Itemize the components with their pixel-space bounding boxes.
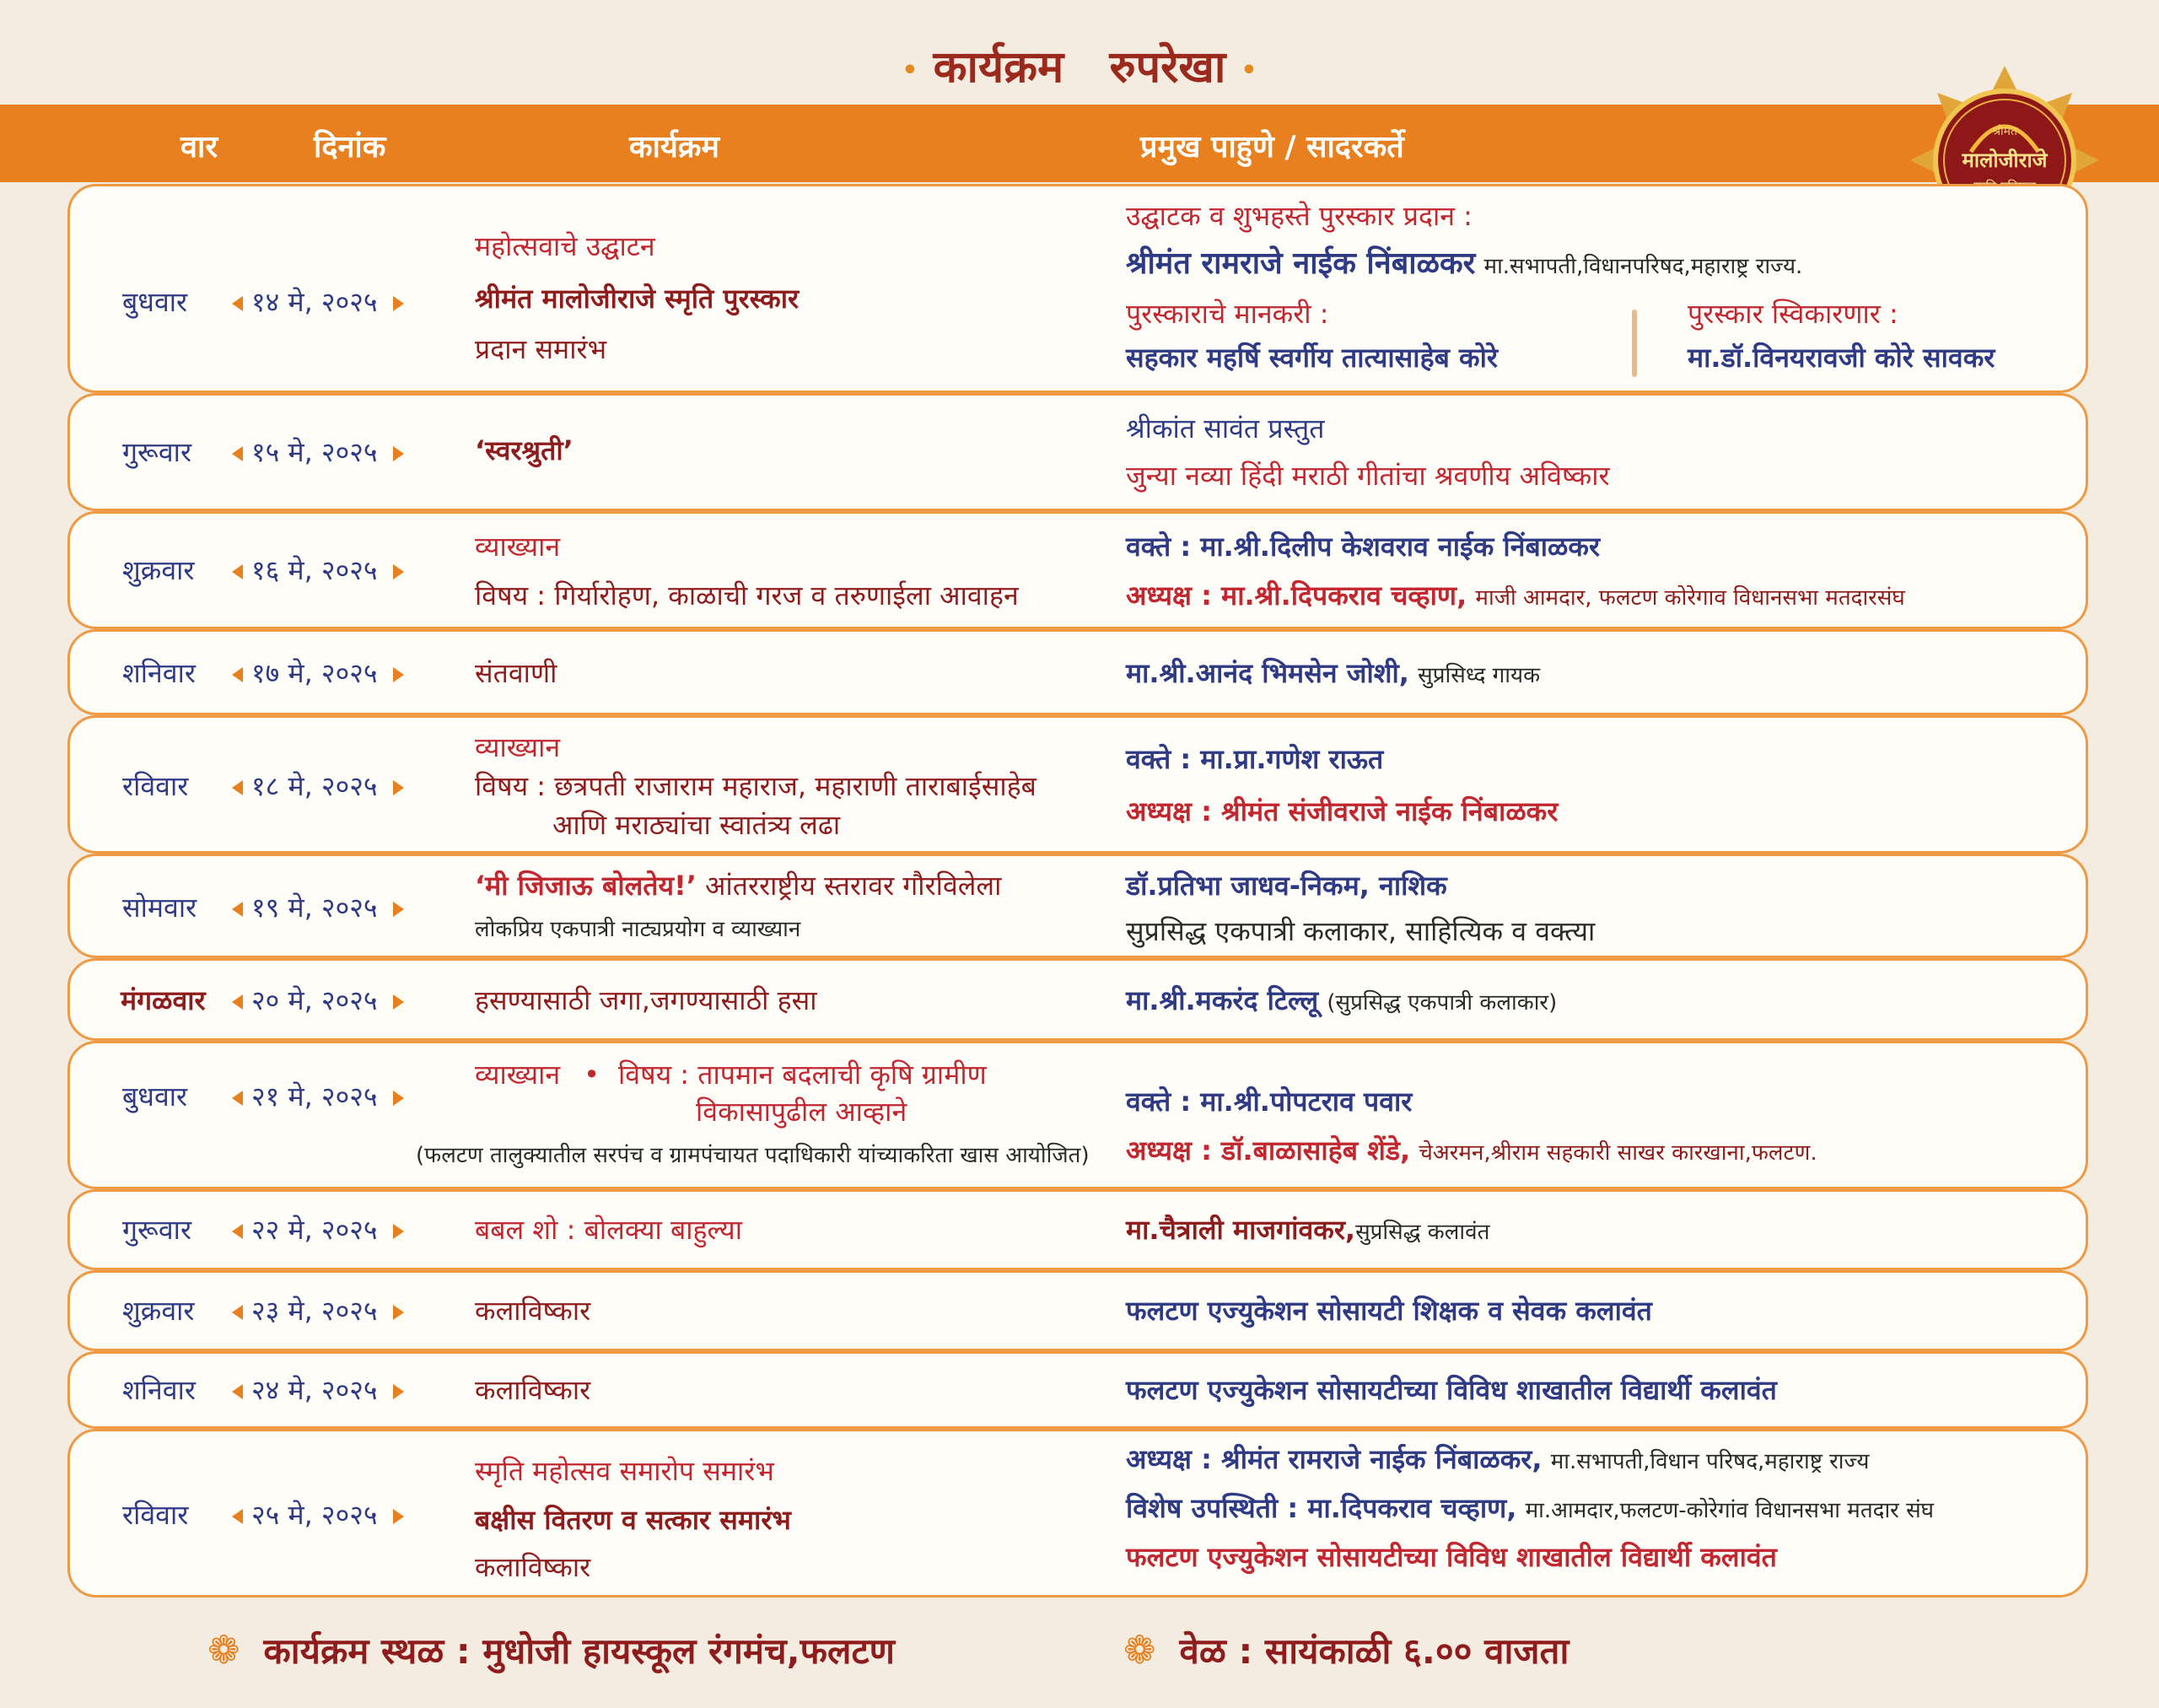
right-triangle-icon	[393, 446, 404, 461]
page-title	[0, 35, 2159, 95]
row-day: शनिवार	[122, 657, 196, 689]
guest-line: सुप्रसिद्ध एकपात्री कलाकार, साहित्यिक व वक्त्या	[1126, 915, 1596, 947]
right-triangle-icon	[393, 1091, 404, 1106]
schedule-row-1	[67, 184, 2088, 393]
guest-line: श्रीमंत रामराजे नाईक निंबाळकर मा.सभापती,विधानपरिषद,महाराष्ट्र राज्य.	[1126, 246, 1803, 281]
guest-line: मा.चैत्राली माजगांवकर,सुप्रसिद्ध कलावंत	[1126, 1214, 1490, 1246]
guest-line: डॉ.प्रतिभा जाधव-निकम, नाशिक	[1126, 870, 1447, 902]
left-triangle-icon	[232, 1509, 243, 1524]
row-date: २१ मे, २०२५	[232, 1080, 404, 1113]
schedule-row-10	[67, 1270, 2088, 1351]
row-date: २० मे, २०२५	[232, 984, 404, 1016]
header-date: दिनांक	[314, 130, 386, 164]
row-day: शुक्रवार	[122, 1295, 195, 1327]
program-line: श्रीमंत मालोजीराजे स्मृति पुरस्कार	[475, 283, 800, 315]
program-line: आणि मराठ्यांचा स्वातंत्र्य लढा	[552, 809, 841, 841]
schedule-row-11	[67, 1351, 2088, 1429]
guest-line: मा.श्री.आनंद भिमसेन जोशी, सुप्रसिध्द गायक	[1126, 657, 1541, 689]
row-day: रविवार	[122, 770, 189, 802]
row-date: १८ मे, २०२५	[232, 770, 404, 802]
row-date: २५ मे, २०२५	[232, 1499, 404, 1531]
program-line: विषय : छत्रपती राजाराम महाराज, महाराणी ताराबाईसाहेब	[475, 770, 1036, 802]
guest-line: अध्यक्ष : मा.श्री.दिपकराव चव्हाण, माजी आमदार, फलटण कोरेगाव विधानसभा मतदारसंघ	[1126, 579, 1905, 612]
logo-line2: मालोजीराजे	[1962, 148, 2048, 172]
guest-line: फलटण एज्युकेशन सोसायटी शिक्षक व सेवक कलावंत	[1126, 1295, 1652, 1327]
program-line: व्याख्यान • विषय : तापमान बदलाची कृषि ग्रामीण	[475, 1059, 987, 1091]
header-program: कार्यक्रम	[629, 130, 720, 164]
guest-line: सहकार महर्षि स्वर्गीय तात्यासाहेब कोरे	[1126, 342, 1498, 374]
guest-line: मा.श्री.मकरंद टिल्लू (सुप्रसिद्ध एकपात्री कलाकार)	[1126, 984, 1558, 1016]
guest-line: फलटण एज्युकेशन सोसायटीच्या विविध शाखातील विद्यार्थी कलावंत	[1126, 1541, 1777, 1573]
row-day: गुरूवार	[122, 436, 192, 468]
schedule-row-8	[67, 1041, 2088, 1189]
row-day: शनिवार	[122, 1374, 196, 1406]
title-text: कार्यक्रम रुपरेखा	[933, 41, 1226, 93]
schedule-row-2	[67, 393, 2088, 511]
program-line: संतवाणी	[475, 657, 557, 689]
left-triangle-icon	[232, 1091, 243, 1106]
guest-line: श्रीकांत सावंत प्रस्तुत	[1126, 412, 1325, 445]
divider	[1632, 310, 1637, 377]
schedule-row-9	[67, 1189, 2088, 1270]
right-triangle-icon	[393, 902, 404, 917]
row-date: १४ मे, २०२५	[232, 286, 404, 318]
schedule-row-3	[67, 511, 2088, 629]
guest-line: अध्यक्ष : डॉ.बाळासाहेब शेंडे, चेअरमन,श्रीराम सहकारी साखर कारखाना,फलटण.	[1126, 1134, 1817, 1167]
program-line: लोकप्रिय एकपात्री नाट्यप्रयोग व व्याख्यान	[475, 917, 801, 942]
header-guests: प्रमुख पाहुणे / सादरकर्ते	[1140, 130, 1404, 164]
left-triangle-icon	[232, 780, 243, 795]
left-triangle-icon	[232, 1305, 243, 1320]
row-day: मंगळवार	[121, 984, 206, 1016]
schedule-row-12	[67, 1429, 2088, 1598]
row-date: २२ मे, २०२५	[232, 1214, 404, 1246]
guest-line: वक्ते : मा.प्रा.गणेश राऊत	[1126, 743, 1384, 775]
program-line: कलाविष्कार	[475, 1551, 591, 1583]
row-date: १६ मे, २०२५	[232, 554, 404, 586]
left-triangle-icon	[232, 564, 243, 579]
row-day: बुधवार	[122, 286, 188, 318]
program-line: व्याख्यान	[475, 531, 561, 563]
right-triangle-icon	[393, 296, 404, 311]
footer-time: ❁ वेळ : सायंकाळी ६.०० वाजता	[1123, 1627, 1569, 1673]
guest-line: उद्घाटक व शुभहस्ते पुरस्कार प्रदान :	[1126, 200, 1473, 232]
program-line: विकासापुढील आव्हाने	[696, 1096, 907, 1128]
guest-line: अध्यक्ष : श्रीमंत संजीवराजे नाईक निंबाळकर	[1126, 795, 1559, 827]
guest-line: विशेष उपस्थिती : मा.दिपकराव चव्हाण, मा.आमदार,फलटण-कोरेगांव विधानसभा मतदार संघ	[1126, 1492, 1935, 1524]
program-line: कलाविष्कार	[475, 1295, 591, 1327]
title-dot-right: •	[1241, 56, 1257, 85]
header-day: वार	[180, 130, 218, 164]
schedule-row-5	[67, 715, 2088, 854]
flower-icon: ❁	[1123, 1627, 1156, 1673]
row-day: शुक्रवार	[122, 554, 195, 586]
program-line: प्रदान समारंभ	[475, 333, 607, 365]
guest-line: अध्यक्ष : श्रीमंत रामराजे नाईक निंबाळकर, मा.सभापती,विधान परिषद,महाराष्ट्र राज्य	[1126, 1443, 1870, 1475]
guest-line: वक्ते : मा.श्री.पोपटराव पवार	[1126, 1086, 1413, 1118]
program-note: (फलटण तालुक्यातील सरपंच व ग्रामपंचायत पदाधिकारी यांच्याकरिता खास आयोजित)	[416, 1143, 1090, 1168]
guest-line: पुरस्कार स्विकारणार :	[1688, 298, 1898, 330]
row-date: १५ मे, २०२५	[232, 436, 404, 468]
row-day: रविवार	[122, 1499, 189, 1531]
row-date: १९ मे, २०२५	[232, 892, 404, 924]
right-triangle-icon	[393, 667, 404, 682]
guest-line: फलटण एज्युकेशन सोसायटीच्या विविध शाखातील विद्यार्थी कलावंत	[1126, 1374, 1777, 1406]
program-line: कलाविष्कार	[475, 1374, 591, 1406]
row-day: गुरूवार	[122, 1214, 192, 1246]
program-line: ‘स्वरश्रुती’	[475, 434, 573, 466]
guest-line: पुरस्काराचे मानकरी :	[1126, 298, 1329, 330]
program-line: ‘मी जिजाऊ बोलतेय!’ आंतरराष्ट्रीय स्तरावर गौरविलेला	[475, 870, 1002, 902]
left-triangle-icon	[232, 1384, 243, 1399]
guest-line: मा.डॉ.विनयरावजी कोरे सावकर	[1688, 342, 1995, 374]
left-triangle-icon	[232, 667, 243, 682]
flower-icon: ❁	[207, 1627, 240, 1673]
schedule-row-4	[67, 629, 2088, 715]
right-triangle-icon	[393, 780, 404, 795]
row-day: सोमवार	[122, 892, 197, 924]
left-triangle-icon	[232, 902, 243, 917]
right-triangle-icon	[393, 1384, 404, 1399]
row-date: २३ मे, २०२५	[232, 1295, 404, 1327]
program-line: व्याख्यान	[475, 731, 561, 763]
left-triangle-icon	[232, 296, 243, 311]
right-triangle-icon	[393, 1224, 404, 1239]
title-dot-left: •	[902, 56, 918, 85]
program-line: विषय : गिर्यारोहण, काळाची गरज व तरुणाईला आवाहन	[475, 579, 1019, 612]
row-date: २४ मे, २०२५	[232, 1374, 404, 1406]
program-line: बक्षीस वितरण व सत्कार समारंभ	[475, 1504, 791, 1536]
logo-line1: श्रीमंत	[1992, 125, 2017, 138]
schedule-row-7	[67, 958, 2088, 1041]
footer-venue: ❁ कार्यक्रम स्थळ : मुधोजी हायस्कूल रंगमंच,फलटण	[207, 1627, 896, 1673]
schedule-row-6	[67, 854, 2088, 958]
program-line: हसण्यासाठी जगा,जगण्यासाठी हसा	[475, 984, 817, 1016]
guest-line: वक्ते : मा.श्री.दिलीप केशवराव नाईक निंबाळकर	[1126, 531, 1601, 563]
guest-line: जुन्या नव्या हिंदी मराठी गीतांचा श्रवणीय अविष्कार	[1126, 460, 1610, 492]
left-triangle-icon	[232, 994, 243, 1010]
program-line: महोत्सवाचे उद्घाटन	[475, 230, 655, 262]
right-triangle-icon	[393, 1305, 404, 1320]
program-line: बबल शो : बोलक्या बाहुल्या	[475, 1214, 743, 1246]
left-triangle-icon	[232, 446, 243, 461]
right-triangle-icon	[393, 564, 404, 579]
row-date: १७ मे, २०२५	[232, 657, 404, 689]
right-triangle-icon	[393, 1509, 404, 1524]
program-line: स्मृति महोत्सव समारोप समारंभ	[475, 1455, 774, 1487]
right-triangle-icon	[393, 994, 404, 1010]
row-day: बुधवार	[122, 1080, 188, 1113]
left-triangle-icon	[232, 1224, 243, 1239]
